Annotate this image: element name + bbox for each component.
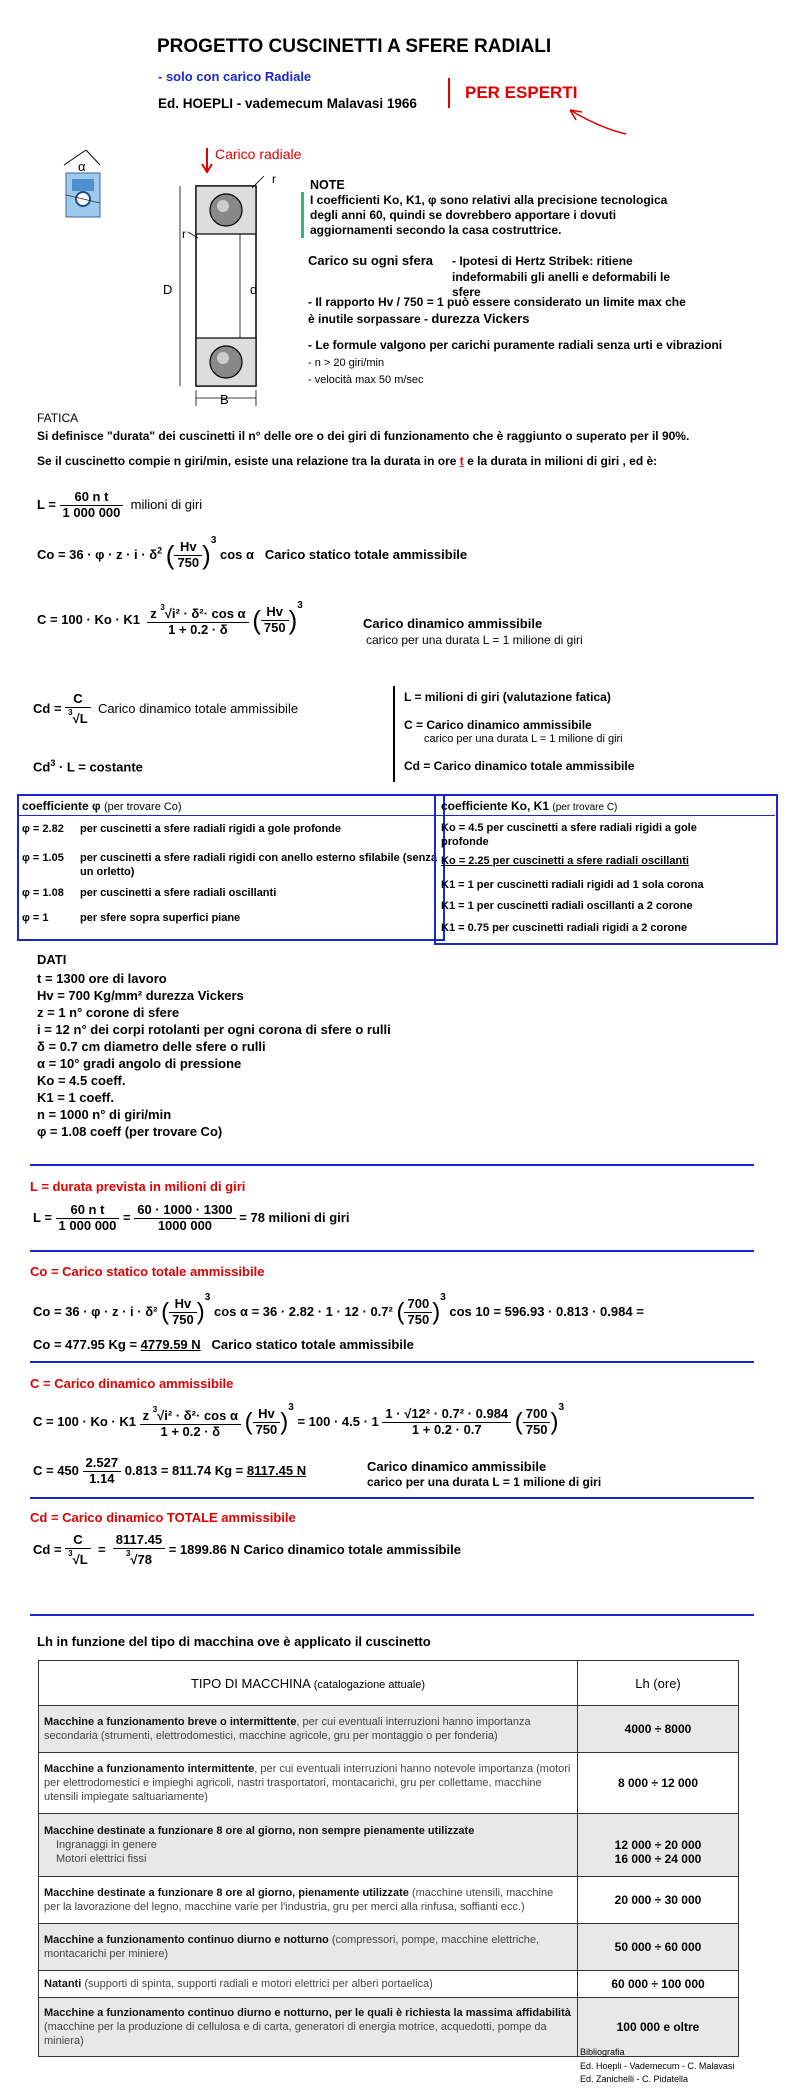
phi-row-4: φ = 1 per sfere sopra superfici piane	[22, 912, 241, 924]
label-D: D	[163, 282, 173, 297]
dati-row: Ko = 4.5 coeff.	[37, 1073, 126, 1088]
legend-l3: Cd = Carico dinamico totale ammissibile	[404, 759, 635, 773]
dati-row: z = 1 n° corone di sfere	[37, 1005, 180, 1020]
calc-L-eq: L = $\frac{\text{60 n t}}{1 000 000}$ = $\frac{60 \cdot 1000 \cdot 1300}{1000 000}$ = 78 milioni di giri	[33, 1202, 350, 1233]
bibliography-entry: Ed. Zanichelli - C. Pidatella	[580, 2074, 689, 2084]
phi-row-3: φ = 1.08 per cuscinetti a sfere radiali oscillanti	[22, 887, 277, 899]
legend-l2b: carico per una durata L = 1 milione di giri	[424, 733, 623, 745]
phi-box-title: coefficiente φ (per trovare Co)	[22, 799, 182, 813]
load-label: Carico radiale	[215, 146, 302, 162]
divider	[30, 1250, 754, 1252]
dati-title: DATI	[37, 952, 67, 967]
calc-Cd-title: Cd = Carico dinamico TOTALE ammissibile	[30, 1510, 296, 1525]
k-box-title: coefficiente Ko, K1 (per trovare C)	[441, 799, 618, 813]
label-d: d	[250, 282, 258, 297]
table-row: Macchine destinate a funzionare 8 ore al giorno, non sempre pienamente utilizzate Ingranaggi in genere Motori elettrici fissi 12 000 ÷ 20 000 16 000 ÷ 24 000	[39, 1814, 739, 1877]
bearing-section-diagram	[168, 176, 278, 416]
dati-row: φ = 1.08 coeff (per trovare Co)	[37, 1124, 223, 1139]
dati-row: δ = 0.7 cm diametro delle sfere o rulli	[37, 1039, 266, 1054]
fatica-title: FATICA	[37, 411, 79, 425]
arrow-icon	[560, 104, 630, 138]
notes-p3: - Il rapporto Hv / 750 = 1 può essere considerato un limite max che è inutile sorpassare - durezza Vickers	[308, 295, 686, 327]
dati-list	[37, 970, 391, 1140]
k-row-3: K1 = 1 per cuscinetti radiali rigidi ad 1 sola corona	[441, 879, 704, 891]
subtitle: - solo con carico Radiale	[158, 69, 312, 84]
k-row-2: Ko = 2.25 per cuscinetti a sfere radiali oscillanti	[441, 855, 689, 867]
divider	[30, 1164, 754, 1166]
table-row: Macchine destinate a funzionare 8 ore al giorno, pienamente utilizzate (macchine utensili, macchine per la lavorazione del legno, macchine varie per l'industria, gru per merci alla rinfusa, soffianti ecc.) 20 000 ÷ 30 000	[39, 1877, 739, 1924]
divider	[30, 1497, 754, 1499]
load-arrow-icon	[200, 148, 214, 174]
dati-row: α = 10° gradi angolo di pressione	[37, 1056, 242, 1071]
dati-row: i = 12 n° dei corpi rotolanti per ogni corona di sfere o rulli	[37, 1022, 391, 1037]
notes-p6: - velocità max 50 m/sec	[308, 374, 424, 386]
notes-p2-head: Carico su ogni sfera	[308, 253, 433, 268]
divider	[30, 1614, 754, 1616]
notes-p5: - n > 20 giri/min	[308, 357, 385, 369]
bibliography-entry: Ed. Hoepli - Vademecum - C. Malavasi	[580, 2060, 735, 2071]
table-header: Lh (ore)	[578, 1661, 739, 1706]
notes-title: NOTE	[310, 178, 345, 192]
legend-l2: C = Carico dinamico ammissibile	[404, 718, 592, 732]
calc-Co-title: Co = Carico statico totale ammissibile	[30, 1264, 265, 1279]
legend-divider	[393, 686, 395, 782]
alpha-label: α	[78, 159, 86, 174]
table-header: TIPO DI MACCHINA (catalogazione attuale)	[39, 1661, 578, 1706]
machine-table	[38, 1660, 739, 2057]
edition-note: Ed. HOEPLI - vademecum Malavasi 1966	[158, 96, 417, 111]
formula-C-desc: Carico dinamico ammissibile	[363, 616, 543, 631]
table-row: Macchine a funzionamento continuo diurno e notturno (compressori, pompe, macchine elettriche, montacarichi per miniere) 50 000 ÷ 60 000	[39, 1924, 739, 1971]
formula-Co: $Co = 36 \cdot \varphi \cdot z \cdot i \cdot \delta^2$ ( $\frac{Hv}{750}$ )$^3$ cos α Carico statico totale ammissibile	[37, 535, 468, 571]
formula-C: C = 100 · Ko · K1 $\frac{z ^3√i^2 \cdot \delta^2\cdot \cos \alpha}{1 + 0.2 \cdot \delta}$ ( $\frac{Hv}{750}$ )$^3$	[37, 600, 303, 638]
bibliography	[580, 2046, 734, 2087]
label-r1: r	[272, 172, 276, 186]
bibliography-title: Bibliografia	[580, 2047, 625, 2057]
notes-p4: - Le formule valgono per carichi puramente radiali senza urti e vibrazioni	[308, 338, 723, 352]
label-r2: r	[182, 227, 186, 241]
fatica-line2: Se il cuscinetto compie n giri/min, esiste una relazione tra la durata in ore t e la durata in milioni di giri , ed è:	[37, 454, 658, 468]
lh-section-title: Lh in funzione del tipo di macchina ove è applicato il cuscinetto	[37, 1634, 431, 1649]
calc-Cd-eq: Cd = $\frac{C}{^3√L}$ = $\frac{8117.45}{^3√78}$ = 1899.86 N Carico dinamico totale ammissibile	[33, 1532, 461, 1567]
label-B: B	[220, 392, 229, 407]
k-row-4: K1 = 1 per cuscinetti radiali oscillanti a 2 corone	[441, 900, 693, 912]
table-row: Macchine a funzionamento continuo diurno e notturno, per le quali è richiesta la massima affidabilità (macchine per la produzione di cellulosa e di carta, generatori di energia motrice, acquedotti, pompe da miniera) 100 000 e oltre	[39, 1998, 739, 2057]
formula-L: L = $\frac{\text{60 n t}}{1 000 000}$ milioni di giri	[37, 489, 203, 520]
bearing-small-icon	[46, 145, 126, 230]
divider	[30, 1361, 754, 1363]
k-row-1: Ko = 4.5 per cuscinetti a sfere radiali rigidi a gole profonde	[441, 822, 697, 849]
table-row: Macchine a funzionamento intermittente, per cui eventuali interruzioni hanno notevole importanza (motori per elettrodomestici e impieghi agricoli, nastri trasportatori, montacarichi, gru per collettame, macchine utensili impiegate saltuariamente) 8 000 ÷ 12 000	[39, 1753, 739, 1814]
k-row-5: K1 = 0.75 per cuscinetti radiali rigidi a 2 corone	[441, 922, 688, 934]
calc-L-title: L = durata prevista in milioni di giri	[30, 1179, 246, 1194]
calc-C-result: C = 450 $\frac{2.527}{1.14}$ 0.813 = 811.74 Kg = 8117.45 N	[33, 1455, 307, 1486]
notes-p1: I coefficienti Ko, K1, φ sono relativi alla precisione tecnologica degli anni 60, quindi se dovrebbero apportare i dovuti aggiornamenti secondo la casa costruttrice.	[310, 193, 668, 237]
experts-label: PER ESPERTI	[465, 83, 578, 102]
table-row: Macchine a funzionamento breve o intermittente, per cui eventuali interruzioni hanno importanza secondaria (strumenti, elettrodomestici, macchine agricole, gru per montaggio o per fonderia) 4000 ÷ 8000	[39, 1706, 739, 1753]
calc-Co-eq: Co = 36 · φ · z · i · δ² ( $\frac{Hv}{750}$ )$^3$ cos α = 36 · 2.82 · 1 · 12 · 0.7² ( $\frac{700}{750}$ )$^3$ cos 10 = 596.93 · 0.813 · 0.984 =	[33, 1292, 644, 1328]
calc-C-title: C = Carico dinamico ammissibile	[30, 1376, 234, 1391]
legend-l1: L = milioni di giri (valutazione fatica)	[404, 690, 611, 704]
formula-Cd3: Cd$^3$ · L = costante	[33, 758, 143, 775]
experts-bar	[448, 78, 450, 108]
calc-C-desc1: Carico dinamico ammissibile	[367, 1459, 547, 1474]
phi-row-2: φ = 1.05 per cuscinetti a sfere radiali rigidi con anello esterno sfilabile (senza un orletto)	[22, 852, 438, 879]
calc-C-eq: C = 100 · Ko · K1 $\frac{z ^3√i^2 \cdot \delta^2\cdot \cos \alpha}{1 + 0.2 \cdot \delta}$ ( $\frac{Hv}{750}$ )$^3$ = 100 · 4.5 · 1 $\frac{\text{1 · √12² · 0.7² · 0.984}}{1 + 0.2 \cdot 0.7}$ ( $\frac{700}{750}$ )$^3$	[33, 1402, 565, 1440]
phi-row-1: φ = 2.82 per cuscinetti a sfere radiali rigidi a gole profonde	[22, 823, 342, 835]
fatica-line1: Si definisce "durata" dei cuscinetti il n° delle ore o dei giri di funzionamento che è raggiunto o superato per il 90%.	[37, 429, 690, 443]
notes-p2: - Ipotesi di Hertz Stribek: ritiene indeformabili gli anelli e deformabili le sfere	[452, 254, 671, 300]
formula-Cd: Cd = $\frac{C}{^3√L}$ Carico dinamico totale ammissibile	[33, 691, 299, 726]
calc-Co-result: Co = 477.95 Kg = 4779.59 N Carico statico totale ammissibile	[33, 1337, 414, 1352]
notes-accent	[301, 192, 304, 238]
dati-row: n = 1000 n° di giri/min	[37, 1107, 172, 1122]
dati-row: t = 1300 ore di lavoro	[37, 971, 167, 986]
table-row: Natanti (supporti di spinta, supporti radiali e motori elettrici per alberi portaelica) 60 000 ÷ 100 000	[39, 1971, 739, 1998]
dati-row: K1 = 1 coeff.	[37, 1090, 114, 1105]
dati-row: Hv = 700 Kg/mm² durezza Vickers	[37, 988, 244, 1003]
page-title: PROGETTO CUSCINETTI A SFERE RADIALI	[157, 36, 552, 57]
formula-C-desc2: carico per una durata L = 1 milione di giri	[366, 633, 583, 647]
calc-C-desc2: carico per una durata L = 1 milione di giri	[367, 1475, 602, 1489]
